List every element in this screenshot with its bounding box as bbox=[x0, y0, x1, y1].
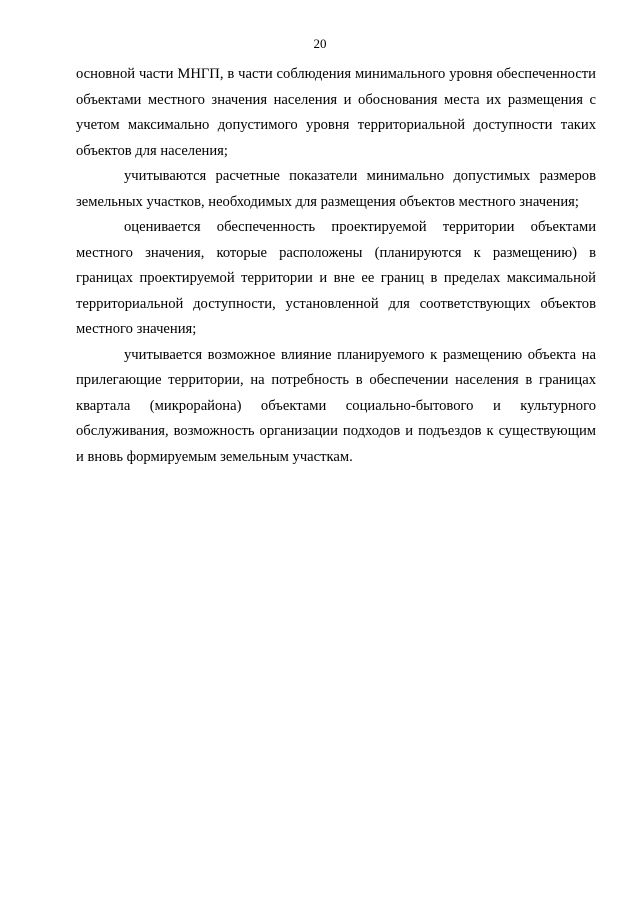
paragraph-land-plot-indicators: учитываются расчетные показатели минимально допустимых размеров земельных участков, необходимых для размещения объектов местного значения; bbox=[76, 168, 596, 210]
paragraph-territory-provision: оценивается обеспеченность проектируемой территории объектами местного значения, которые расположены (планируются к размещению) в границах проектируемой территории и вне ее границ в пределах максимальной территориальной доступности, установленной для соответствующих объектов местного значения; bbox=[76, 219, 596, 337]
page-number: 20 bbox=[313, 36, 327, 51]
paragraph-adjacent-impact: учитывается возможное влияние планируемого к размещению объекта на прилегающие территории, на потребность в обеспечении населения в границах квартала (микрорайона) объектами социально-бытового и культурного обслуживания, возможность организации подходов и подъездов к существующим и вновь формируемым земельным участкам. bbox=[76, 346, 596, 465]
document-body bbox=[76, 62, 596, 470]
paragraph-continuation: основной части МНГП, в части соблюдения минимального уровня обеспеченности объектами местного значения населения и обоснования места их размещения с учетом максимально допустимого уровня территориальной доступности таких объектов для населения; bbox=[76, 66, 596, 159]
